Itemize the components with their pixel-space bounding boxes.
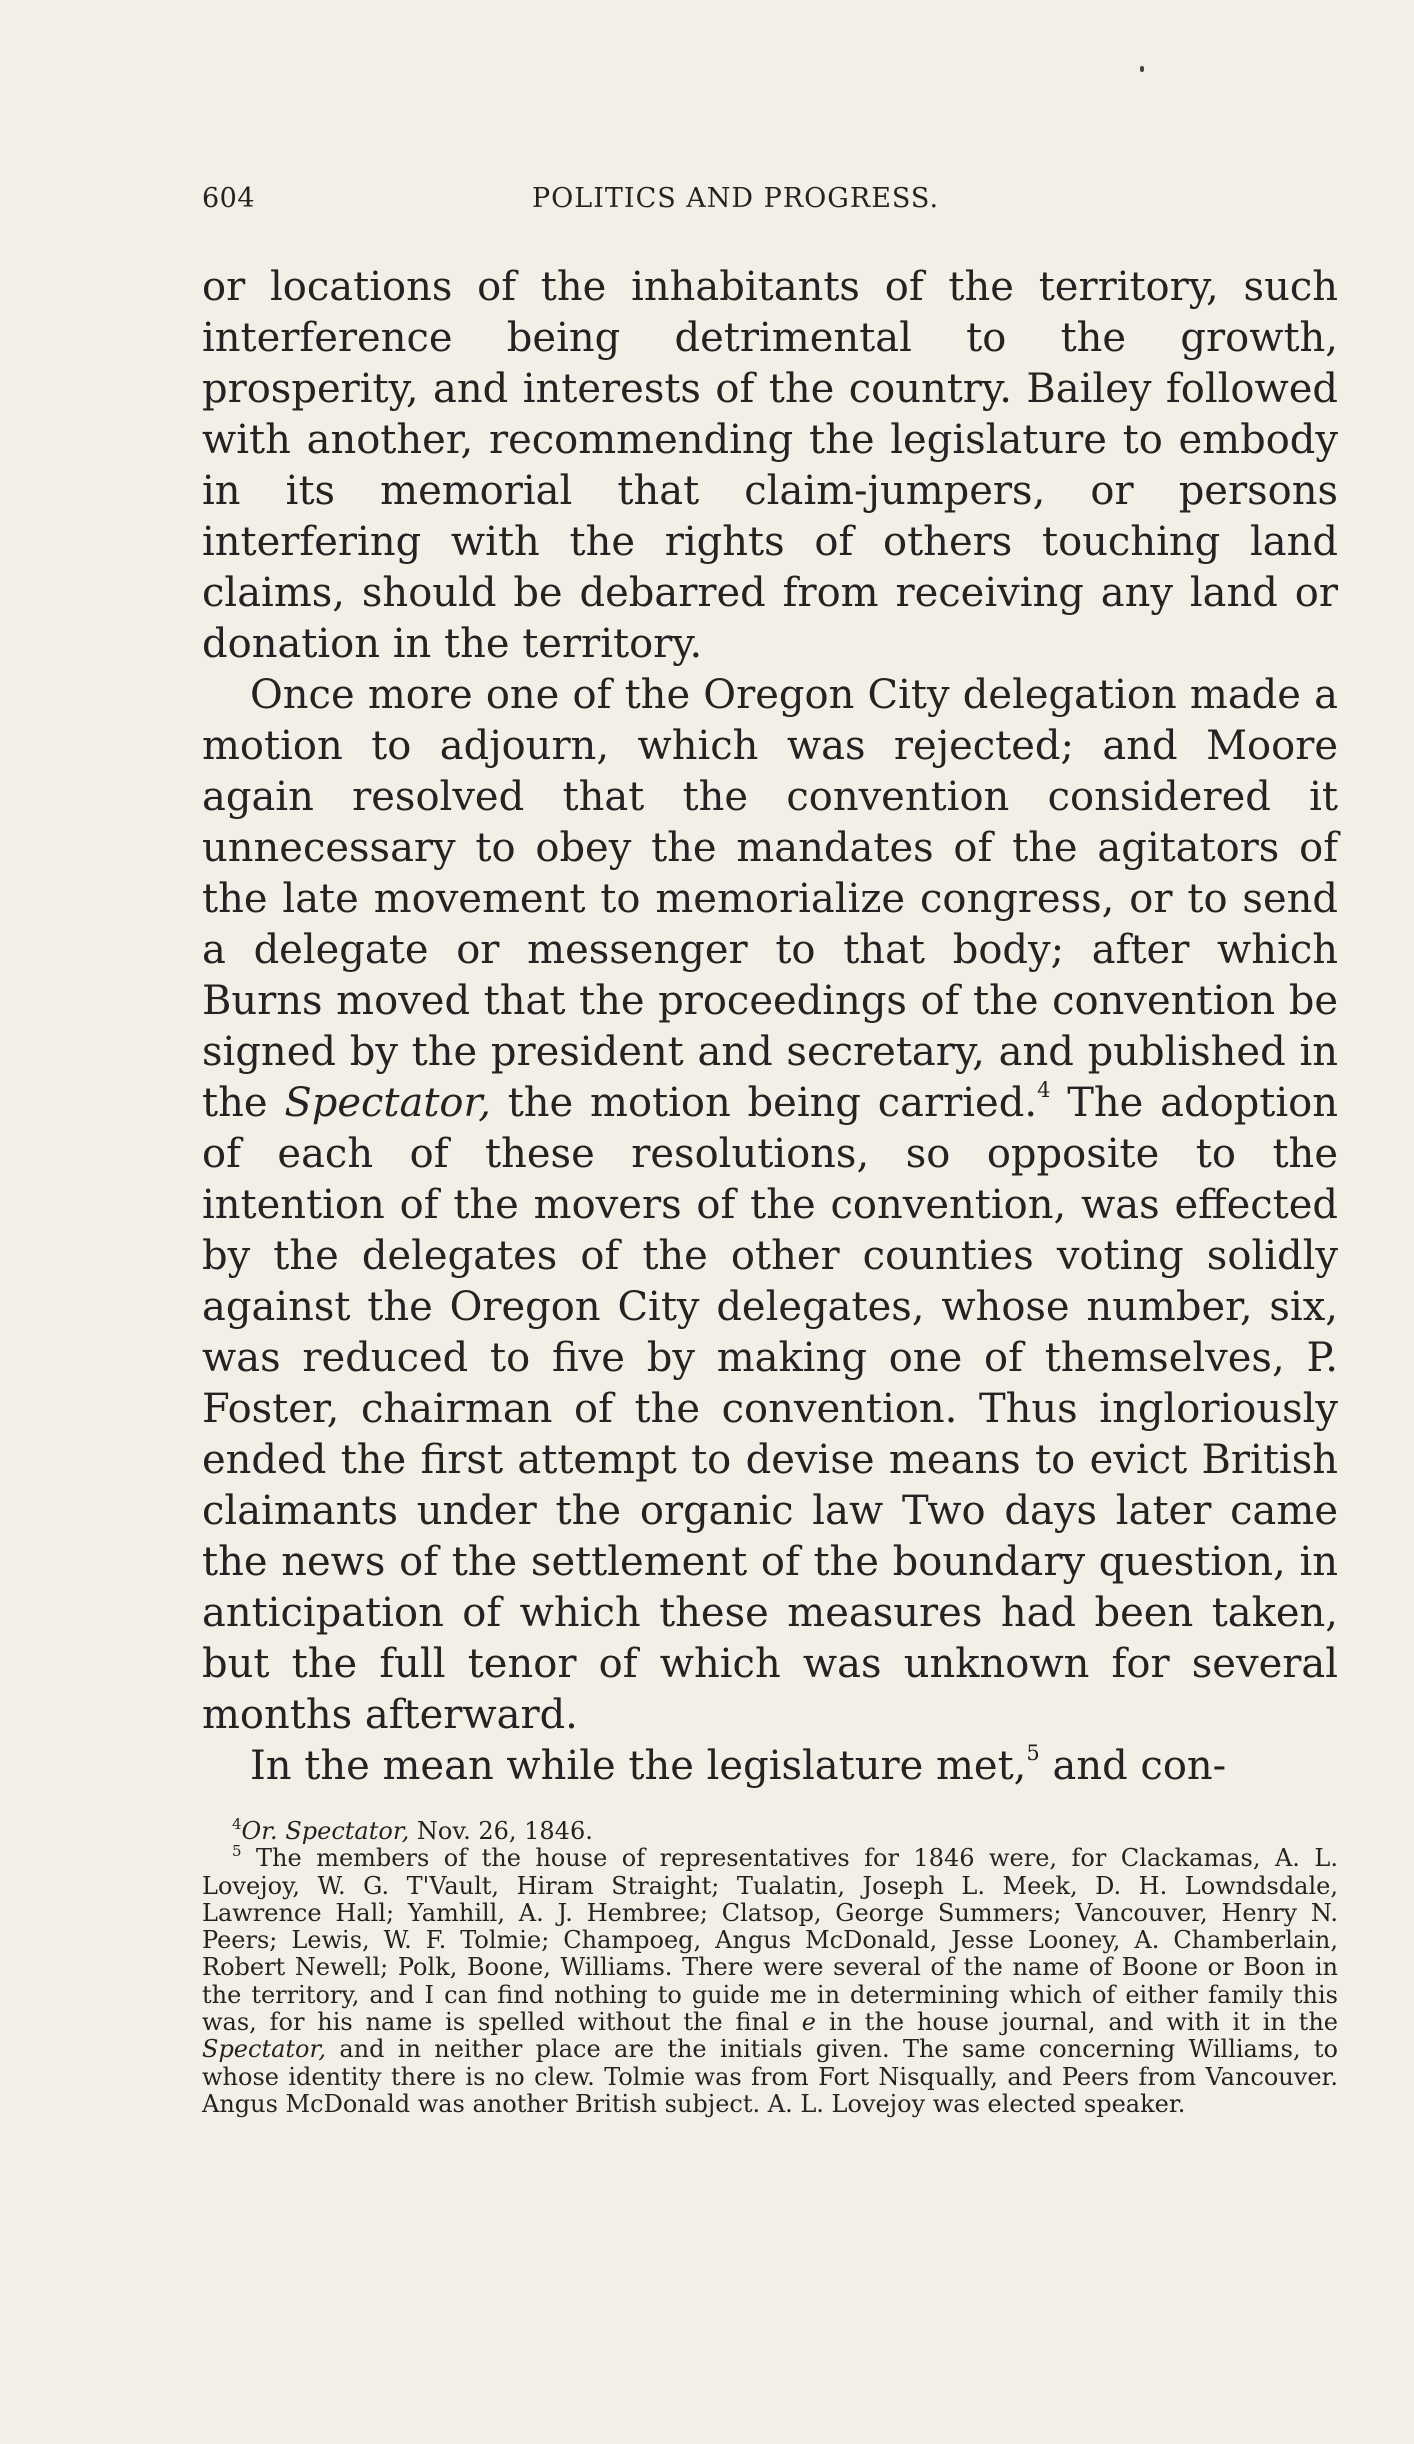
paragraph-3	[202, 1741, 1338, 1792]
paragraph-2-text-b: the motion being carried.	[507, 1080, 1038, 1126]
page-number: 604	[202, 183, 256, 214]
running-title: POLITICS AND PROGRESS.	[532, 183, 940, 214]
footnote-5-spectator: Spectator,	[202, 2035, 326, 2064]
ink-speck	[1140, 66, 1144, 72]
footnote-5-text-c: and in neither place are the initials given. The same concerning Williams, to whose identity there is no clew. Tolmie was from Fort Nisqually, and Peers from Vancouver. Angus McDonald was another British subject. A. L. Lovejoy was elected speaker.	[202, 2035, 1338, 2118]
spectator-title: Spectator,	[284, 1080, 491, 1126]
paragraph-2-text-a: Once more one of the Oregon City delegation made a motion to adjourn, which was rejected; and Moore again resolved that the convention considered it unnecessary to obey the mandates of the agitators of the late movement to memorialize congress, or to send a delegate or messenger to that body; after which Burns moved that the proceedings of the convention be signed by the president and secretary, and published in the	[202, 672, 1338, 1126]
footnote-ref-4: 4	[1037, 1078, 1051, 1102]
paragraph-3-text-a: In the mean while the legislature met,	[250, 1743, 1027, 1789]
paragraph-2-text-c: The adoption of each of these resolutions, so opposite to the intention of the movers of the convention, was effected by the delegates of the other counties voting solidly against the Oregon City delegates, whose number, six, was reduced to five by making one of themselves, P. Foster, chairman of the convention. Thus ingloriously ended the first attempt to devise means to evict British claimants under the organic law Two days later came the news of the settlement of the boundary question, in anticipation of which these measures had been taken, but the full tenor of which was unknown for several months afterward.	[202, 1080, 1338, 1738]
footnote-5	[202, 1842, 1338, 2118]
footnote-5-marker: 5	[232, 1842, 242, 1861]
footnote-5-letter-e: e	[801, 2008, 816, 2037]
footnote-4-marker: 4	[232, 1815, 242, 1833]
footnote-5-text-a: The members of the house of representatives for 1846 were, for Clackamas, A. L. Lovejoy, W. G. T'Vault, Hiram Straight; Tualatin, Joseph L. Meek, D. H. Lowndsdale, Lawrence Hall; Yamhill, A. J. Hembree; Clatsop, George Summers; Vancouver, Henry N. Peers; Lewis, W. F. Tolmie; Champoeg, Angus McDonald, Jesse Looney, A. Chamberlain, Robert Newell; Polk, Boone, Williams. There were several of the name of Boone or Boon in the territory, and I can find nothing to guide me in determining which of either family this was, for his name is spelled without the final	[202, 1844, 1338, 2037]
paragraph-1-text: or locations of the inhabitants of the territory, such interference being detrimental to the growth, prosperity, and interests of the country. Bailey followed with another, recommending the legislature to embody in its memorial that claim-jumpers, or persons interfering with the rights of others touching land claims, should be debarred from receiving any land or donation in the territory.	[202, 264, 1338, 667]
footnotes	[202, 1815, 1338, 2118]
page-header	[202, 183, 1340, 223]
footnote-4	[202, 1815, 1338, 1845]
body-text	[202, 262, 1338, 1792]
footnote-ref-5: 5	[1026, 1741, 1040, 1765]
paragraph-2	[202, 670, 1338, 1741]
footnote-5-text-b: in the house journal, and with it in the	[828, 2008, 1338, 2037]
footnote-4-source: Or. Spectator,	[241, 1817, 410, 1845]
footnote-4-date: Nov. 26, 1846.	[416, 1817, 593, 1845]
paragraph-1	[202, 262, 1338, 670]
paragraph-3-text-b: and con-	[1052, 1743, 1227, 1789]
